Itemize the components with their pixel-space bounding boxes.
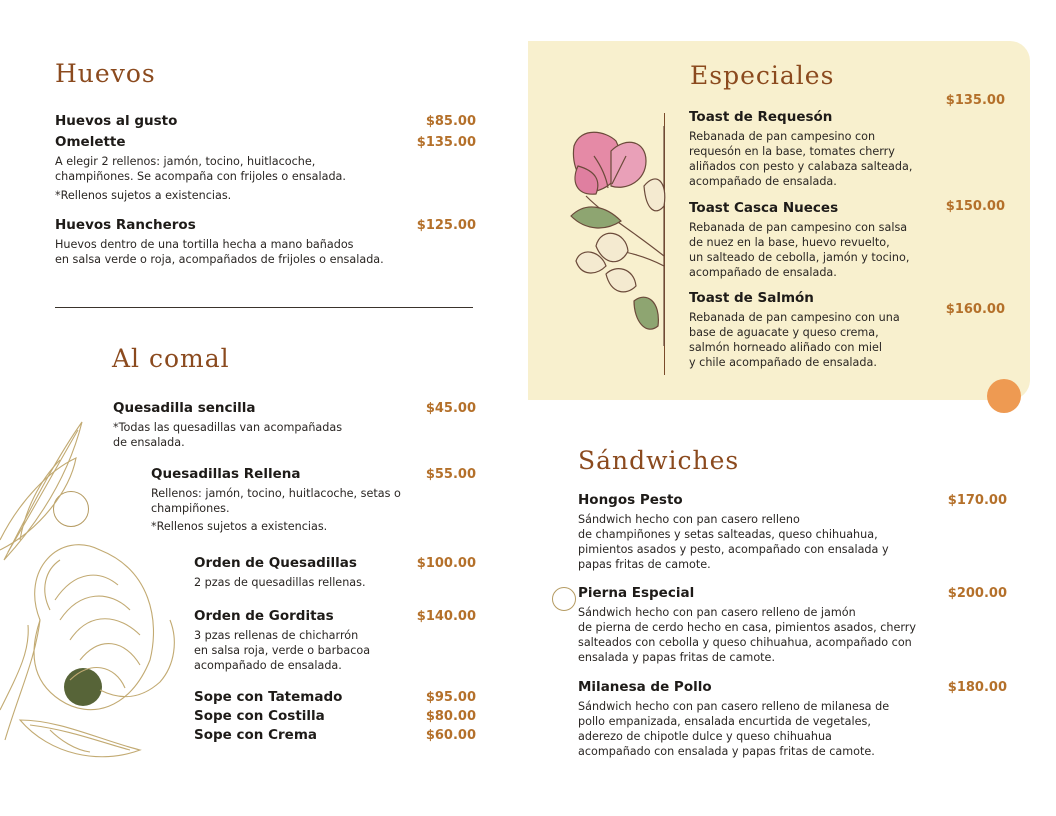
item-name: Omelette	[55, 134, 126, 150]
item-description: Rellenos: jamón, tocino, huitlacoche, setas o champiñones.	[151, 487, 401, 515]
item-price: $140.00	[416, 609, 476, 624]
item-price: $95.00	[425, 690, 476, 705]
item-name: Quesadilla sencilla	[113, 400, 256, 416]
item-name: Huevos Rancheros	[55, 217, 196, 233]
item-description: Huevos dentro de una tortilla hecha a mano bañados en salsa verde o roja, acompañados de frijoles o ensalada.	[55, 238, 384, 266]
sandwiches-title: Sándwiches	[578, 446, 740, 475]
item-description: 2 pzas de quesadillas rellenas.	[194, 576, 366, 589]
item-description: 3 pzas rellenas de chicharrón en salsa roja, verde o barbacoa acompañado de ensalada.	[194, 629, 371, 672]
item-name: Orden de Quesadillas	[194, 555, 357, 571]
item-name: Toast de Salmón	[689, 290, 814, 306]
item-name: Sope con Crema	[194, 727, 318, 743]
item-price: $180.00	[947, 680, 1007, 695]
item-price: $80.00	[425, 709, 476, 724]
item-name: Sope con Costilla	[194, 708, 325, 724]
item-name: Huevos al gusto	[55, 113, 178, 129]
item-name: Orden de Gorditas	[194, 608, 334, 624]
item-name: Sope con Tatemado	[194, 689, 343, 705]
item-price: $60.00	[425, 728, 476, 743]
item-description: Rebanada de pan campesino con una base de aguacate y queso crema, salmón horneado aliñado con miel y chile acompañado de ensalada.	[689, 311, 900, 369]
especiales-title: Especiales	[690, 61, 835, 90]
item-name: Milanesa de Pollo	[578, 679, 712, 695]
item-price: $45.00	[425, 401, 476, 416]
bougainvillea-illustration	[566, 126, 670, 346]
item-price: $150.00	[945, 199, 1005, 214]
item-price: $85.00	[425, 114, 476, 129]
item-description: Rebanada de pan campesino con salsa de nuez en la base, huevo revuelto, un salteado de cebolla, jamón y tocino, acompañado de ensalada.	[689, 221, 910, 279]
item-price: $170.00	[947, 493, 1007, 508]
item-price: $100.00	[416, 556, 476, 571]
item-name: Pierna Especial	[578, 585, 695, 601]
orange-dot-decoration	[987, 379, 1021, 413]
item-note: *Rellenos sujetos a existencias.	[55, 189, 232, 202]
huevos-title: Huevos	[55, 59, 156, 88]
item-note: *Rellenos sujetos a existencias.	[151, 520, 328, 533]
item-description: Rebanada de pan campesino con requesón en la base, tomates cherry aliñados con pesto y calabaza salteada, acompañado de ensalada.	[689, 130, 913, 188]
item-description: Sándwich hecho con pan casero relleno de jamón de pierna de cerdo hecho en casa, pimientos asados, cherry salteados con cebolla y queso chihuahua, acompañado con ensalada y papas fritas de camote.	[578, 606, 916, 664]
item-description: *Todas las quesadillas van acompañadas de ensalada.	[113, 421, 343, 449]
item-name: Toast de Requesón	[689, 109, 833, 125]
item-description: Sándwich hecho con pan casero relleno de milanesa de pollo empanizada, ensalada encurtida de vegetales, aderezo de chipotle dulce y queso chihuahua acompañado con ensalada y papas fritas de camote.	[578, 700, 890, 758]
item-name: Quesadillas Rellena	[151, 466, 301, 482]
ring-decoration	[552, 587, 576, 611]
item-name: Hongos Pesto	[578, 492, 683, 508]
item-price: $55.00	[425, 467, 476, 482]
item-price: $135.00	[945, 93, 1005, 108]
comal-title: Al comal	[112, 344, 230, 373]
item-price: $135.00	[416, 135, 476, 150]
item-price: $125.00	[416, 218, 476, 233]
item-description: A elegir 2 rellenos: jamón, tocino, huitlacoche, champiñones. Se acompaña con frijoles o ensalada.	[55, 155, 346, 183]
item-price: $200.00	[947, 586, 1007, 601]
item-name: Toast Casca Nueces	[689, 200, 839, 216]
item-price: $160.00	[945, 302, 1005, 317]
section-divider	[55, 307, 473, 308]
item-description: Sándwich hecho con pan casero relleno de champiñones y setas salteadas, queso chihuahua, pimientos asados y pesto, acompañado con ensalada y papas fritas de camote.	[578, 513, 889, 571]
